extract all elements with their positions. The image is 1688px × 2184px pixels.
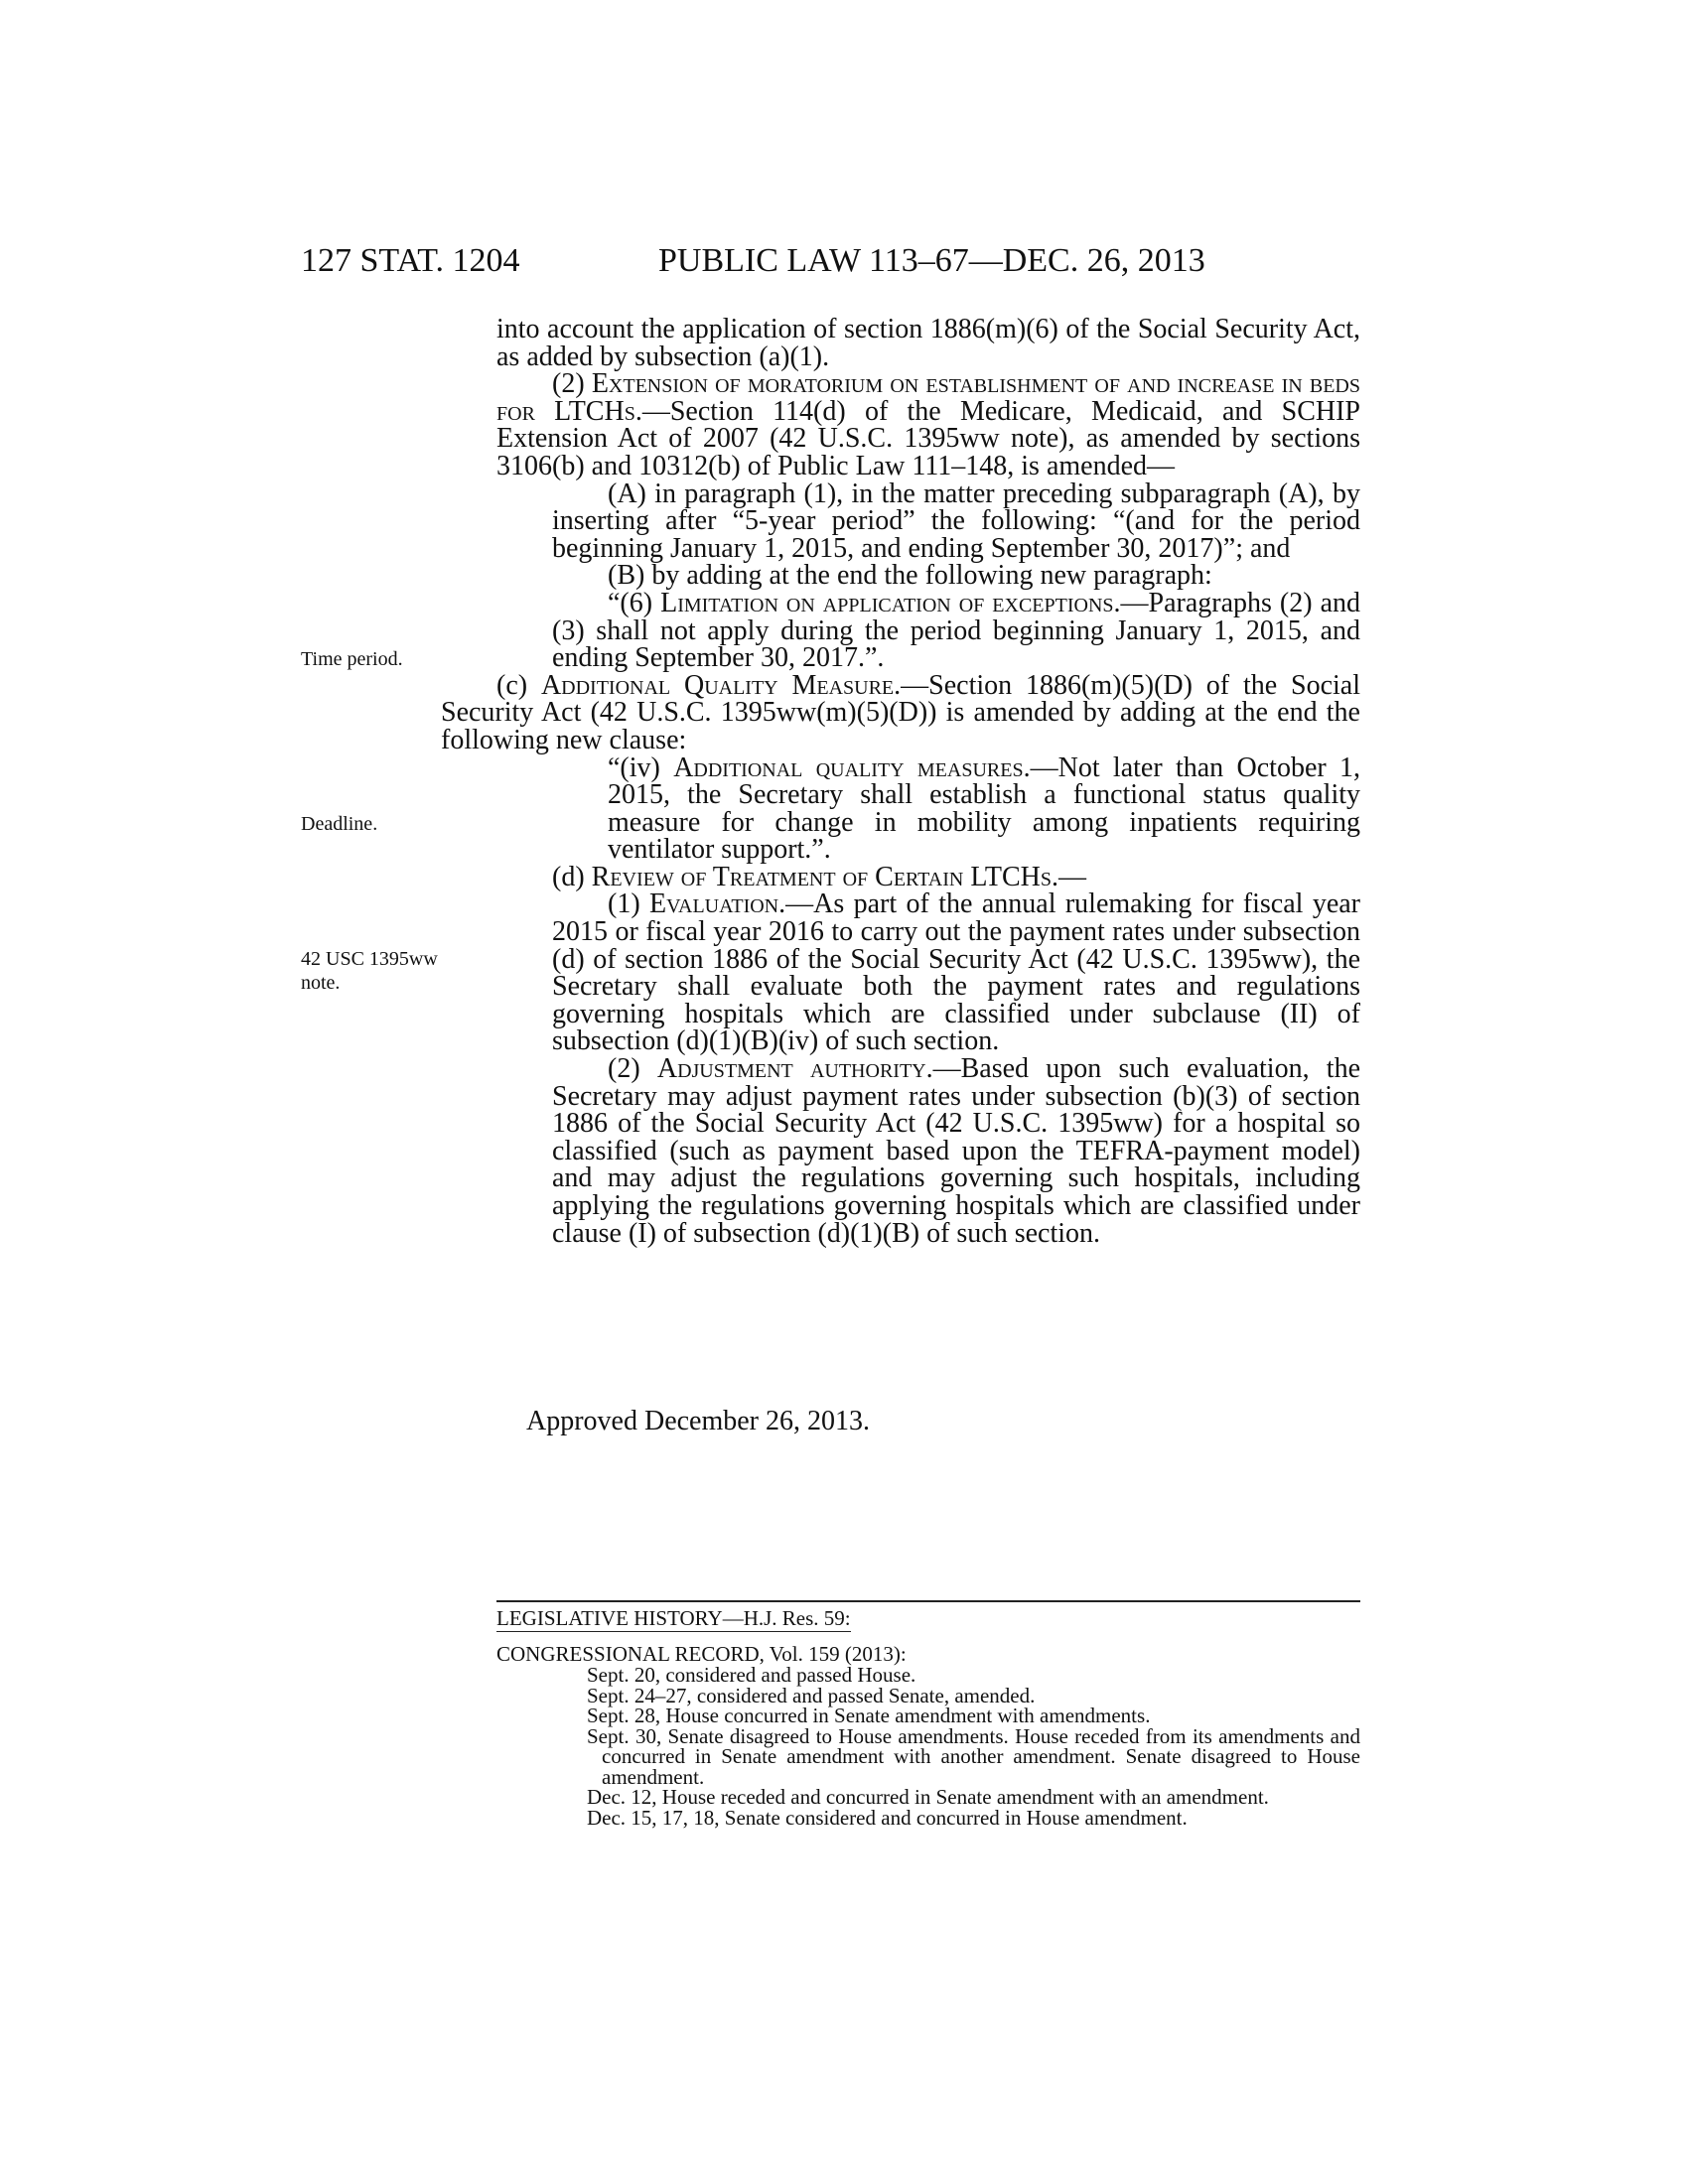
paragraph-continuation: into account the application of section 1886(m)(6) of the Social Security Act, as added by subsection (a)(1). xyxy=(496,314,1360,372)
heading-additional-measures: Additional quality measures. xyxy=(673,751,1031,783)
heading-limitation: Limitation on application of exceptions. xyxy=(660,587,1121,618)
heading-moratorium: Extension of moratorium on establishment of and increase in beds for LTCHs. xyxy=(496,368,1360,427)
history-entry: Dec. 15, 17, 18, Senate considered and concurred in House amendment. xyxy=(587,1805,1188,1830)
heading-adjustment: Adjustment authority. xyxy=(656,1053,933,1085)
paragraph-1-evaluation: (1) Evaluation.—As part of the annual rulemaking for fiscal year 2015 or fiscal year 2016 to carry out the payment rates under subsection (d) of section 1886 of the Social Security Act (42 U.S.C. 1395ww), the Secretary shall evaluate both the payment rates and regulations governing hospitals which are classified under subclause (II) of subsection (d)(1)(B)(iv) of such section. xyxy=(552,888,1361,1057)
statute-citation: 127 STAT. 1204 xyxy=(301,242,520,279)
history-entry: Dec. 12, House receded and concurred in Senate amendment with an amendment. xyxy=(587,1785,1269,1809)
law-text xyxy=(441,314,1361,1249)
history-entry: Sept. 30, Senate disagreed to House amendments. House receded from its amendments and concurred in Senate amendment with another amendment. Senate disagreed to House amendment. xyxy=(587,1723,1360,1789)
heading-quality-measure: Additional Quality Measure. xyxy=(540,669,902,701)
paragraph-6-limitation: “(6) Limitation on application of exceptions.—Paragraphs (2) and (3) shall not apply during the period beginning January 1, 2015, and ending September 30, 2017.”. xyxy=(552,587,1361,674)
history-entry: Sept. 24–27, considered and passed Senate, amended. xyxy=(587,1683,1036,1707)
side-note-deadline: Deadline. xyxy=(301,813,378,835)
heading-evaluation: Evaluation. xyxy=(649,888,786,920)
history-entries xyxy=(496,1665,1360,1828)
clause-iv: “(iv) Additional quality measures.—Not later than October 1, 2015, the Secretary shall establish a functional status quality measure for change in mobility among inpatients requiring ventilator support.”. xyxy=(608,751,1361,866)
paragraph-2-adjustment: (2) Adjustment authority.—Based upon such evaluation, the Secretary may adjust payment rates under subsection (b)(3) of section 1886 of the Social Security Act (42 U.S.C. 1395ww) for a hospital so classified (such as payment based upon the TEFRA-payment model) and may adjust the regulations governing such hospitals, including applying the regulations governing hospitals which are classified under clause (I) of subsection (d)(1)(B) of such section. xyxy=(552,1053,1360,1249)
page-title: PUBLIC LAW 113–67—DEC. 26, 2013 xyxy=(658,242,1205,279)
paragraph-2-moratorium: (2) Extension of moratorium on establishment of and increase in beds for LTCHs.—Section 114(d) of the Medicare, Medicaid, and SCHIP Extension Act of 2007 (42 U.S.C. 1395ww note), as amended by sections 3106(b) and 10312(b) of Public Law 111–148, is amended— xyxy=(496,368,1361,481)
subparagraph-b: (B) by adding at the end the following new paragraph: xyxy=(608,560,1212,592)
side-note-usc-citation: 42 USC 1395ww xyxy=(301,948,438,970)
side-note-time-period: Time period. xyxy=(301,648,403,670)
congressional-record: CONGRESSIONAL RECORD, Vol. 159 (2013): xyxy=(496,1641,907,1666)
history-entry: Sept. 28, House concurred in Senate amendment with amendments. xyxy=(587,1704,1151,1727)
footer-divider xyxy=(496,1600,1360,1602)
legislative-history xyxy=(496,1608,1360,1828)
approval-line: Approved December 26, 2013. xyxy=(526,1406,871,1436)
heading-review: Review of Treatment of Certain LTCHs. xyxy=(591,861,1058,892)
subsection-c-quality-measure: (c) Additional Quality Measure.—Section 1886(m)(5)(D) of the Social Security Act (42 U.S.C. 1395ww(m)(5)(D)) is amended by adding at the end the following new clause: xyxy=(441,669,1361,755)
page-header xyxy=(0,242,1688,292)
legislative-history-title: LEGISLATIVE HISTORY—H.J. Res. 59: xyxy=(496,1606,851,1630)
subparagraph-a: (A) in paragraph (1), in the matter preceding subparagraph (A), by inserting after “5-year period” the following: “(and for the period beginning January 1, 2015, and ending September 30, 2017)”; and xyxy=(552,478,1360,564)
subsection-d-review: (d) Review of Treatment of Certain LTCHs.— xyxy=(552,861,1086,892)
history-entry: Sept. 20, considered and passed House. xyxy=(587,1663,916,1687)
side-note-note: note. xyxy=(301,972,341,994)
